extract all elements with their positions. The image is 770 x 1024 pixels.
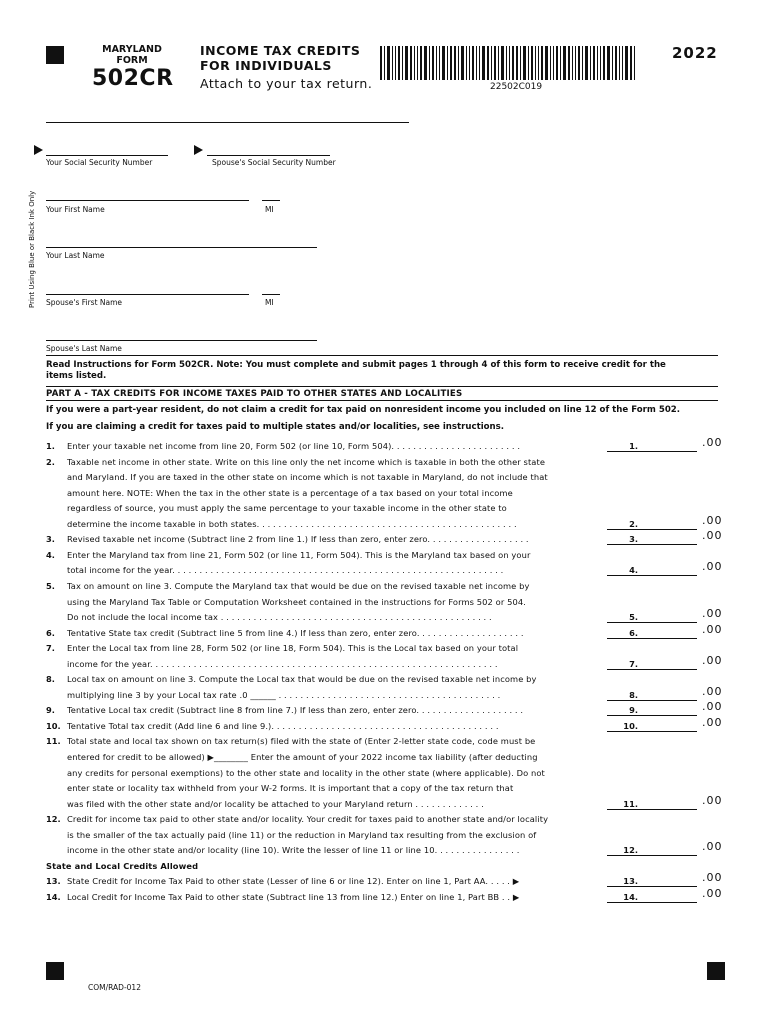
line-text: entered for credit to be allowed) ▶________ Enter the amount of your 2022 income tax liability (after deducting: [67, 752, 538, 762]
line-text: Enter your taxable net income from line 20, Form 502 (or line 10, Form 504). . . . . . . . . . . . . . . . . . . . . . . .: [67, 441, 521, 451]
tax-year: 2022: [672, 44, 718, 62]
form-line-8: [46, 563, 706, 578]
form-code: COM/RAD-012: [88, 983, 141, 992]
line-reference: 12.: [623, 845, 638, 855]
barcode-bar: [506, 46, 507, 80]
line-number: 14.: [46, 892, 61, 902]
form-line-0: [46, 439, 706, 454]
barcode-bar: [512, 46, 514, 80]
state-label: MARYLAND: [102, 44, 162, 55]
line-text: Total state and local tax shown on tax return(s) filed with the state of (Enter 2-letter state code, code must be: [67, 736, 536, 746]
barcode-bar: [424, 46, 427, 80]
barcode-bar: [436, 46, 437, 80]
line-reference: 5.: [629, 612, 638, 622]
cents-label: .00: [702, 654, 723, 667]
line-text: Local tax on amount on line 3. Compute the Local tax that would be due on the revised taxable net income by: [67, 674, 537, 684]
barcode-bar: [568, 46, 570, 80]
barcode-bar: [630, 46, 632, 80]
form-line-21: [46, 766, 706, 781]
line-text: income in the other state and/or locality (line 10). Write the lesser of line 11 or line 10. . . . . . . . . . . . . . . .: [67, 845, 520, 855]
ssn-label: Your Social Security Number: [46, 158, 153, 167]
barcode-bar: [556, 46, 558, 80]
multiple-states-note: If you are claiming a credit for taxes paid to multiple states and/or localities, see instructions.: [46, 422, 505, 432]
line-number: 10.: [46, 721, 61, 731]
barcode-bar: [387, 46, 390, 80]
form-title-line2: FOR INDIVIDUALS: [200, 58, 332, 73]
spouse-last-name-label: Spouse's Last Name: [46, 344, 122, 353]
barcode-bar: [582, 46, 583, 80]
cents-label: .00: [702, 529, 723, 542]
barcode-bar: [615, 46, 617, 80]
barcode-bar: [398, 46, 400, 80]
form-line-29: [46, 890, 706, 905]
barcode-bar: [458, 46, 459, 80]
barcode-bar: [402, 46, 403, 80]
barcode-bar: [482, 46, 485, 80]
line-reference: 4.: [629, 565, 638, 575]
barcode-bar: [501, 46, 504, 80]
barcode-bar: [405, 46, 408, 80]
cents-label: .00: [702, 623, 723, 636]
line-text: Tax on amount on line 3. Compute the Maryland tax that would be due on the revised taxable net income by: [67, 581, 530, 591]
spouse-ssn-label: Spouse's Social Security Number: [212, 158, 336, 167]
barcode-bar: [603, 46, 605, 80]
barcode-bar: [612, 46, 613, 80]
barcode-bar: [535, 46, 536, 80]
barcode-bar: [439, 46, 440, 80]
barcode-bar: [479, 46, 480, 80]
barcode-bar: [487, 46, 489, 80]
barcode-bar: [578, 46, 580, 80]
line-text: Revised taxable net income (Subtract line 2 from line 1.) If less than zero, enter zero. . . . . . . . . . . . . . . . . . .: [67, 534, 529, 544]
barcode-bar: [476, 46, 477, 80]
form-line-10: [46, 595, 706, 610]
line-text: amount here. NOTE: When the tax in the other state is a percentage of a tax based on your total income: [67, 488, 513, 498]
barcode-bar: [622, 46, 623, 80]
barcode-bar: [516, 46, 518, 80]
line-reference: 1.: [629, 441, 638, 451]
part-a-bottom-rule: [46, 400, 718, 401]
barcode-bar: [447, 46, 448, 80]
form-word: FORM: [116, 55, 148, 66]
form-line-22: [46, 781, 706, 796]
form-line-3: [46, 486, 706, 501]
read-instructions-line1: Read Instructions for Form 502CR. Note: You must complete and submit pages 1 through 4 of this form to receive credit for the: [46, 360, 666, 370]
registration-mark-bottom-right: [707, 962, 725, 980]
barcode-bar: [442, 46, 445, 80]
line-reference: 3.: [629, 534, 638, 544]
state-name: [96, 44, 168, 66]
form-line-15: [46, 672, 706, 687]
barcode-bar: [572, 46, 573, 80]
barcode-bar: [461, 46, 464, 80]
line-reference: 14.: [623, 892, 638, 902]
barcode-bar: [563, 46, 566, 80]
barcode-bar: [392, 46, 393, 80]
barcode-bar: [545, 46, 548, 80]
form-line-12: [46, 626, 706, 641]
barcode-bar: [509, 46, 510, 80]
first-name-field[interactable]: [46, 200, 249, 201]
barcode-bar: [553, 46, 554, 80]
part-year-note: If you were a part-year resident, do not claim a credit for tax paid on nonresident income you included on line 12 of the Form 502.: [46, 405, 681, 415]
form-number: 502CR: [92, 66, 174, 91]
form-line-25: [46, 828, 706, 843]
line-number: 2.: [46, 457, 55, 467]
line-text: determine the income taxable in both states. . . . . . . . . . . . . . . . . . . . . . . . . . . . . . . . . . . . . . . . . . . . . . . .: [67, 519, 517, 529]
line-reference: 13.: [623, 876, 638, 886]
form-line-28: [46, 874, 706, 889]
line-reference: 8.: [629, 690, 638, 700]
barcode-bar: [472, 46, 474, 80]
form-title: [200, 43, 360, 73]
form-line-24: [46, 812, 706, 827]
instructions-top-rule: [46, 355, 718, 356]
part-a-top-rule: [46, 386, 718, 387]
last-name-field[interactable]: [46, 247, 317, 248]
form-line-23: [46, 797, 706, 812]
last-name-label: Your Last Name: [46, 251, 105, 260]
header-rule: [46, 122, 409, 123]
line-reference: 2.: [629, 519, 638, 529]
spouse-first-name-field[interactable]: [46, 294, 249, 295]
line-text: Tentative Local tax credit (Subtract line 8 from line 7.) If less than zero, enter zero. . . . . . . . . . . . . . . . . . . .: [67, 705, 524, 715]
line-text: enter state or locality tax withheld from your W-2 forms. It is important that a copy of the tax return that: [67, 783, 514, 793]
spouse-mi-label: MI: [265, 298, 274, 307]
barcode-bar: [523, 46, 526, 80]
line-number: 3.: [46, 534, 55, 544]
form-line-11: [46, 610, 706, 625]
form-line-27: [46, 859, 706, 874]
line-number: 8.: [46, 674, 55, 684]
barcode-bar: [625, 46, 628, 80]
barcode-bar: [531, 46, 533, 80]
form-line-16: [46, 688, 706, 703]
form-line-4: [46, 501, 706, 516]
line-number: 9.: [46, 705, 55, 715]
barcode-bar: [607, 46, 610, 80]
barcode-bar: [432, 46, 434, 80]
cents-label: .00: [702, 716, 723, 729]
line-text: Enter the Maryland tax from line 21, Form 502 (or line 11, Form 504). This is the Maryland tax based on your: [67, 550, 531, 560]
line-number: 7.: [46, 643, 55, 653]
barcode-bar: [541, 46, 543, 80]
barcode-bar: [410, 46, 412, 80]
barcode-bar: [498, 46, 499, 80]
line-text: was filed with the other state and/or locality be attached to your Maryland return . . . . . . . . . . . . .: [67, 799, 484, 809]
barcode-bar: [619, 46, 620, 80]
mi-field[interactable]: [262, 200, 280, 201]
cents-label: .00: [702, 436, 723, 449]
barcode-text: 22502C019: [490, 82, 543, 92]
line-number: 13.: [46, 876, 61, 886]
line-text: Local Credit for Income Tax Paid to other state (Subtract line 13 from line 12.) Enter on line 1, Part BB . . ▶: [67, 892, 520, 902]
registration-mark-bottom-left: [46, 962, 64, 980]
barcode-bar: [593, 46, 595, 80]
line-text: any credits for personal exemptions) to the other state and locality in the other state (where applicable). Do not: [67, 768, 545, 778]
spouse-ssn-arrow-icon: [194, 145, 203, 155]
line-number: 11.: [46, 736, 61, 746]
mi-label: MI: [265, 205, 274, 214]
barcode-bar: [466, 46, 467, 80]
form-line-26: [46, 843, 706, 858]
barcode-bar: [450, 46, 452, 80]
spouse-mi-field[interactable]: [262, 294, 280, 295]
line-number: 1.: [46, 441, 55, 451]
line-reference: 6.: [629, 628, 638, 638]
form-line-19: [46, 734, 706, 749]
barcode: [380, 46, 652, 80]
read-instructions-line2: items listed.: [46, 371, 107, 381]
form-line-6: [46, 532, 706, 547]
line-reference: 9.: [629, 705, 638, 715]
barcode-bar: [575, 46, 576, 80]
form-line-2: [46, 470, 706, 485]
line-text: State Credit for Income Tax Paid to other state (Lesser of line 6 or line 12). Enter on line 1, Part AA. . . . . ▶: [67, 876, 520, 886]
form-line-20: [46, 750, 706, 765]
barcode-bar: [590, 46, 591, 80]
cents-label: .00: [702, 840, 723, 853]
line-text: is the smaller of the tax actually paid (line 11) or the reduction in Maryland tax resulting from the exclusion of: [67, 830, 537, 840]
ssn-field[interactable]: [46, 155, 168, 156]
barcode-bar: [494, 46, 496, 80]
ink-note: Print Using Blue or Black Ink Only: [28, 190, 36, 308]
line-reference: 7.: [629, 659, 638, 669]
line-number: 4.: [46, 550, 55, 560]
form-line-7: [46, 548, 706, 563]
line-text: regardless of source, you must apply the same percentage to your taxable income in the other state to: [67, 503, 507, 513]
barcode-bar: [420, 46, 422, 80]
line-text: Do not include the local income tax . . . . . . . . . . . . . . . . . . . . . . . . . . . . . . . . . . . . . . . . . . . . . . . . . .: [67, 612, 492, 622]
cents-label: .00: [702, 794, 723, 807]
line-reference: 10.: [623, 721, 638, 731]
cents-label: .00: [702, 685, 723, 698]
barcode-bar: [384, 46, 385, 80]
spouse-first-name-label: Spouse's First Name: [46, 298, 123, 307]
barcode-bar: [417, 46, 418, 80]
line-text: income for the year. . . . . . . . . . . . . . . . . . . . . . . . . . . . . . . . . . . . . . . . . . . . . . . . . . . . . . . . . . . . . . . .: [67, 659, 498, 669]
line-reference: 11.: [623, 799, 638, 809]
barcode-bar: [491, 46, 492, 80]
line-text: Taxable net income in other state. Write on this line only the net income which is taxable in both the other state: [67, 457, 546, 467]
cents-label: .00: [702, 700, 723, 713]
form-line-9: [46, 579, 706, 594]
line-text: and Maryland. If you are taxed in the other state on income which is not taxable in Maryland, do not include that: [67, 472, 548, 482]
line-text: multiplying line 3 by your Local tax rate .0 ______ . . . . . . . . . . . . . . . . . . . . . . . . . . . . . . . . . . . . . . . . .: [67, 690, 501, 700]
barcode-bar: [560, 46, 561, 80]
barcode-bar: [585, 46, 588, 80]
form-line-5: [46, 517, 706, 532]
barcode-bar: [550, 46, 551, 80]
ssn-arrow-icon: [34, 145, 43, 155]
cents-label: .00: [702, 887, 723, 900]
barcode-bar: [414, 46, 415, 80]
cents-label: .00: [702, 560, 723, 573]
barcode-bar: [597, 46, 598, 80]
part-a-heading: PART A - TAX CREDITS FOR INCOME TAXES PAID TO OTHER STATES AND LOCALITIES: [46, 389, 463, 399]
line-number: 12.: [46, 814, 61, 824]
barcode-bar: [600, 46, 601, 80]
form-line-14: [46, 657, 706, 672]
form-title-line1: INCOME TAX CREDITS: [200, 43, 361, 58]
line-text: Enter the Local tax from line 28, Form 502 (or line 18, Form 504). This is the Local tax based on your total: [67, 643, 519, 653]
spouse-ssn-field[interactable]: [207, 155, 330, 156]
cents-label: .00: [702, 514, 723, 527]
registration-mark-top-left: [46, 46, 64, 64]
barcode-bar: [395, 46, 396, 80]
barcode-bar: [634, 46, 635, 80]
line-text: total income for the year. . . . . . . . . . . . . . . . . . . . . . . . . . . . . . . . . . . . . . . . . . . . . . . . . . . . . . . . . . . . .: [67, 565, 504, 575]
cents-label: .00: [702, 871, 723, 884]
line-number: 6.: [46, 628, 55, 638]
barcode-bar: [469, 46, 470, 80]
form-line-1: [46, 455, 706, 470]
barcode-bar: [538, 46, 539, 80]
form-line-17: [46, 703, 706, 718]
read-instructions: [46, 360, 666, 382]
form-subtitle: Attach to your tax return.: [200, 76, 373, 91]
barcode-bar: [429, 46, 430, 80]
first-name-label: Your First Name: [46, 205, 105, 214]
line-text: Credit for income tax paid to other state and/or locality. Your credit for taxes paid to another state and/or locality: [67, 814, 549, 824]
line-text: Tentative State tax credit (Subtract line 5 from line 4.) If less than zero, enter zero. . . . . . . . . . . . . . . . . . . .: [67, 628, 524, 638]
barcode-bar: [380, 46, 382, 80]
spouse-last-name-field[interactable]: [46, 340, 317, 341]
line-text: Tentative Total tax credit (Add line 6 and line 9.). . . . . . . . . . . . . . . . . . . . . . . . . . . . . . . . . . . . . . . . . .: [67, 721, 499, 731]
form-line-18: [46, 719, 706, 734]
barcode-bar: [454, 46, 456, 80]
cents-label: .00: [702, 607, 723, 620]
barcode-bar: [528, 46, 529, 80]
line-number: 5.: [46, 581, 55, 591]
barcode-bar: [520, 46, 521, 80]
form-line-13: [46, 641, 706, 656]
line-text: State and Local Credits Allowed: [46, 861, 199, 871]
line-text: using the Maryland Tax Table or Computation Worksheet contained in the instructions for Forms 502 or 504.: [67, 597, 526, 607]
